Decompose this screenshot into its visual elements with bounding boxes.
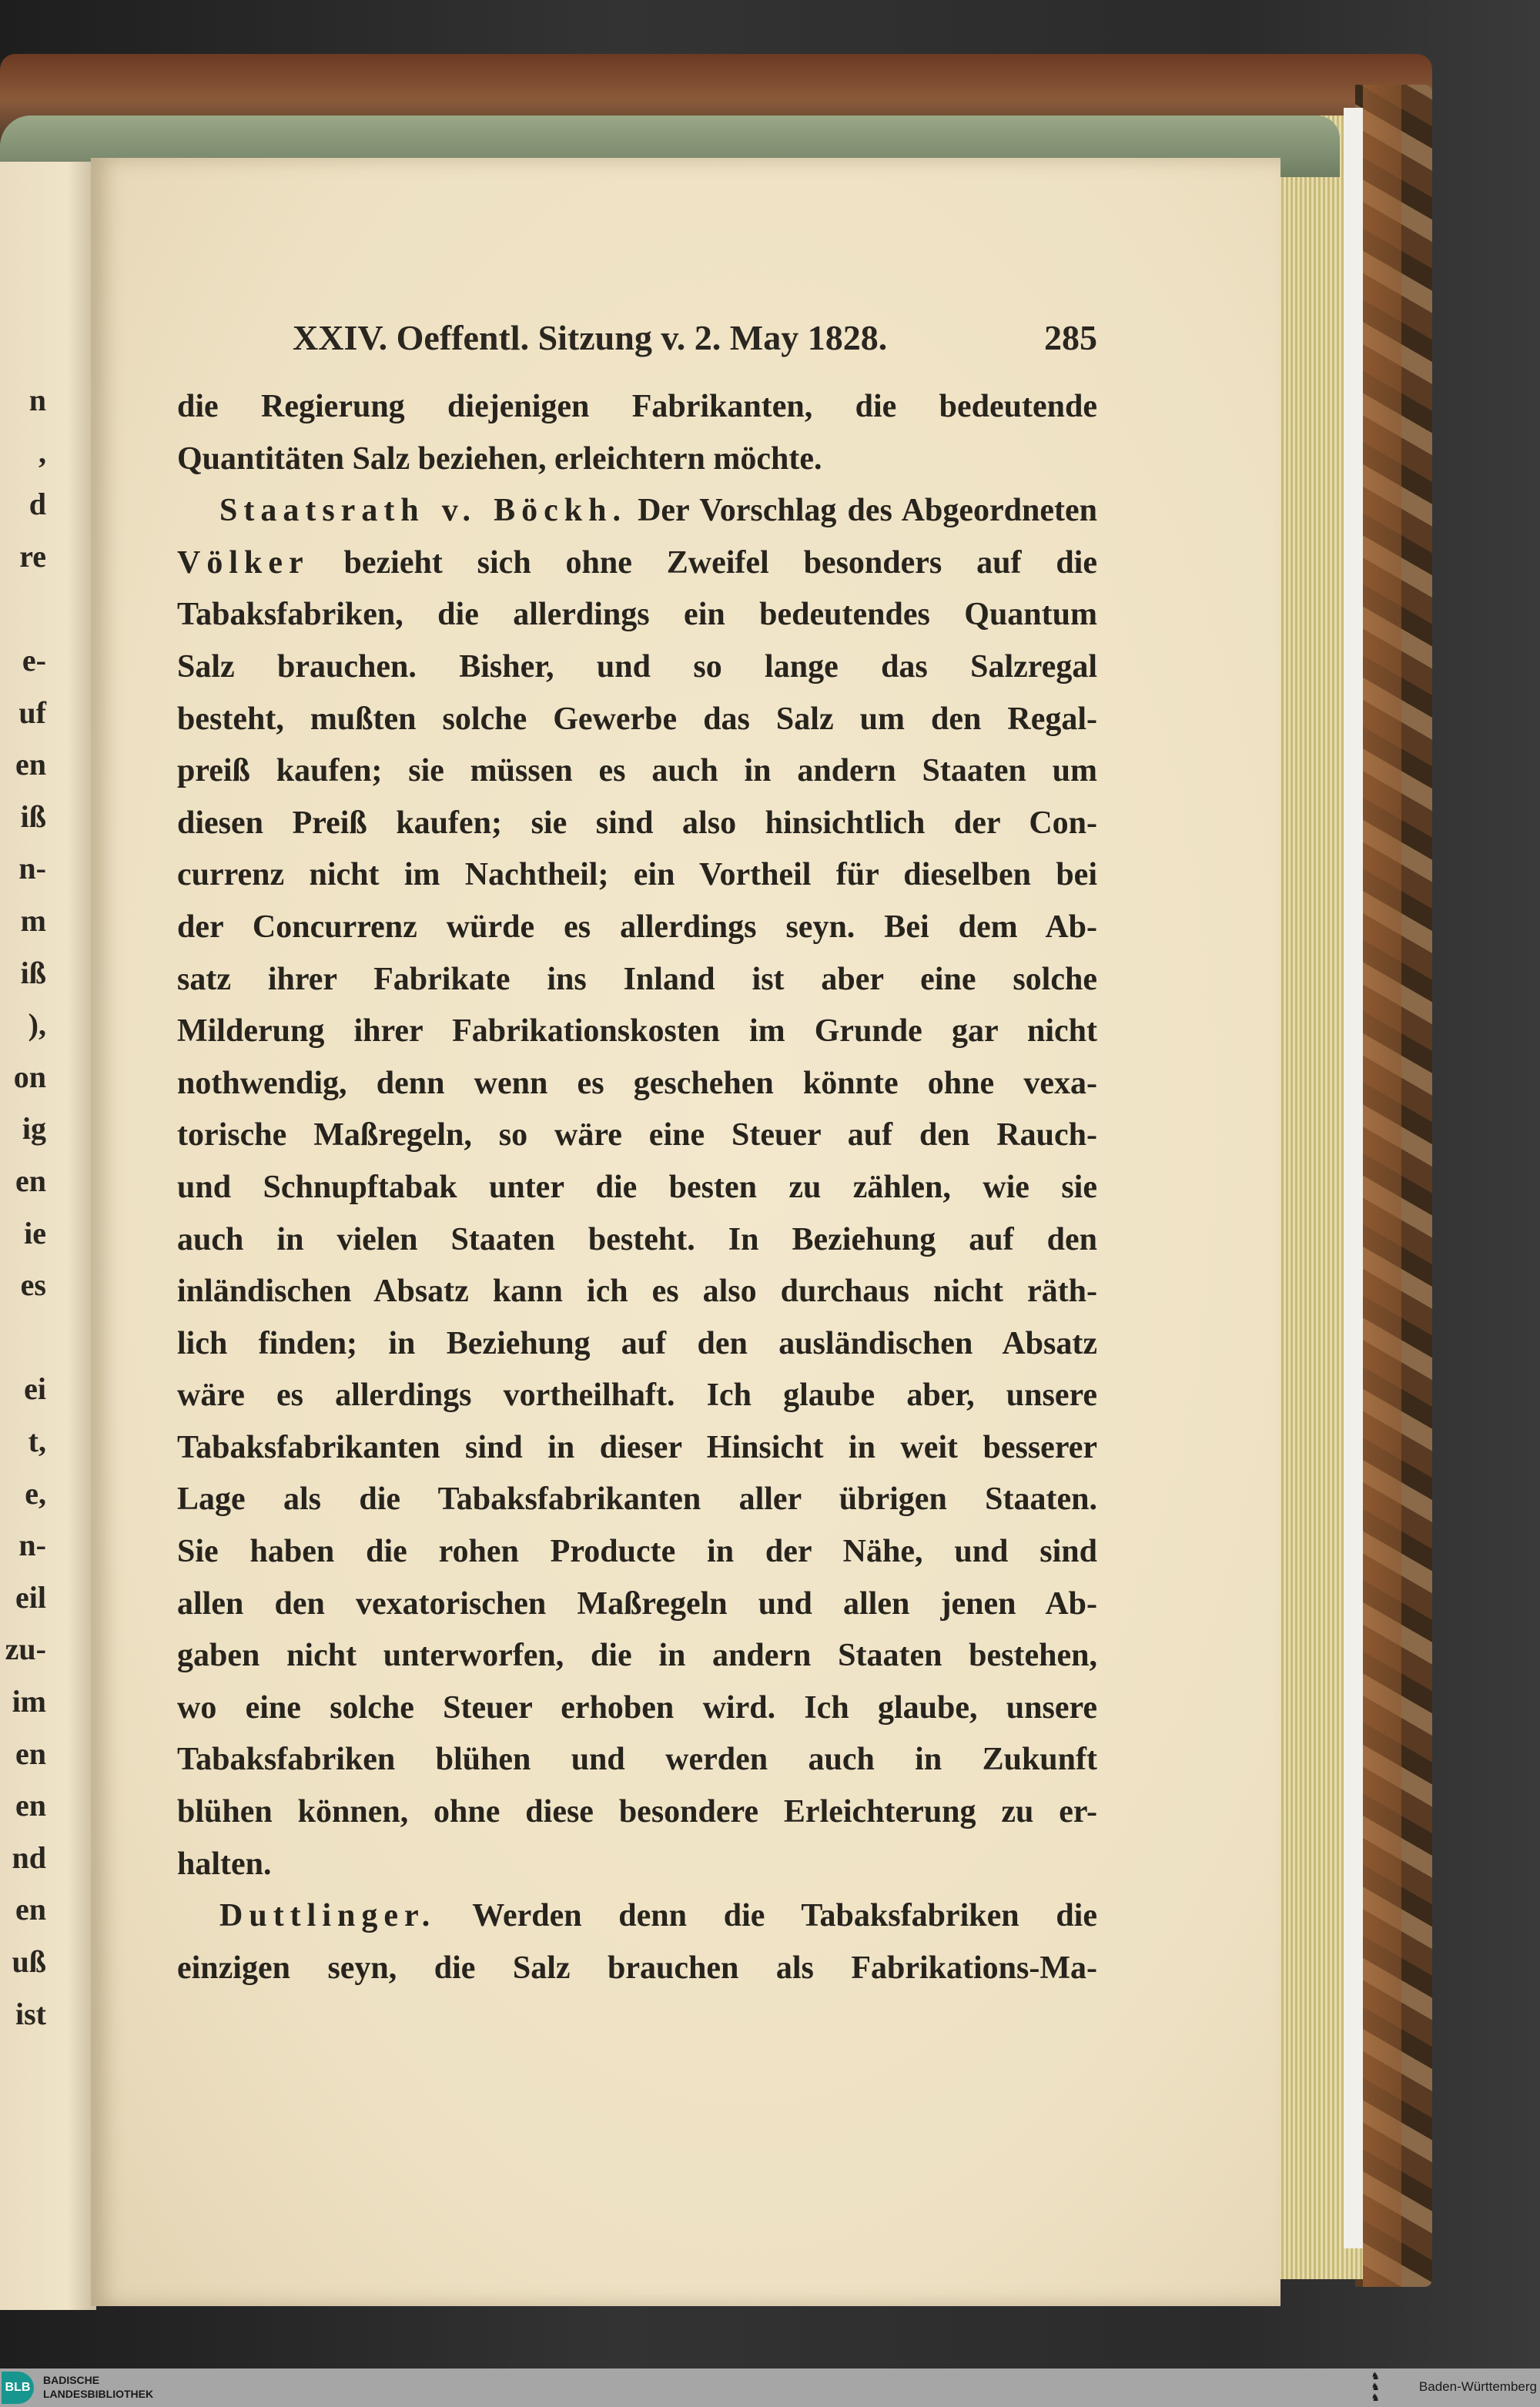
left-page-fragment: uß <box>12 1944 46 1979</box>
state-name[interactable]: Baden-Württemberg <box>1418 2379 1537 2394</box>
line-text: Werden denn die Tabaksfabriken die <box>436 1898 1097 1934</box>
line-text: nothwendig, denn wenn es geschehen könnte ohne vexa- <box>177 1065 1097 1101</box>
library-name <box>43 2373 153 2401</box>
text-line <box>177 853 1097 906</box>
line-text: Lage als die Tabaksfabrikanten aller übrigen Staaten. <box>177 1481 1097 1518</box>
text-line <box>177 1062 1097 1114</box>
line-text: und Schnupftabak unter die besten zu zählen, wie sie <box>177 1169 1097 1205</box>
text-line <box>177 802 1097 854</box>
line-text: wäre es allerdings vortheilhaft. Ich glaube aber, unsere <box>177 1378 1097 1414</box>
left-page-fragment: ei <box>24 1371 46 1407</box>
left-page-fragment: iß <box>20 955 46 990</box>
text-line <box>177 1790 1097 1843</box>
text-line <box>177 593 1097 645</box>
text-line <box>177 1894 1097 1947</box>
blb-logo[interactable] <box>2 2372 34 2404</box>
left-page-fragment: iß <box>20 798 46 834</box>
left-page-fragment: , <box>38 434 46 470</box>
line-text: bezieht sich ohne Zweifel besonders auf die <box>309 544 1097 581</box>
line-text: currenz nicht im Nachtheil; ein Vortheil für dieselben bei <box>177 857 1097 893</box>
line-text: inländischen Absatz kann ich es also durchaus nicht räth- <box>177 1274 1097 1310</box>
text-line <box>177 385 1097 437</box>
text-line <box>177 749 1097 802</box>
running-head-title: XXIV. Oeffentl. Sitzung v. 2. May 1828. <box>293 318 888 357</box>
left-page-fragment: re <box>19 538 46 574</box>
left-page-fragment: m <box>20 903 46 938</box>
left-page-fragment: en <box>15 1736 46 1771</box>
page-number: 285 <box>1044 318 1097 357</box>
running-head <box>177 317 1097 363</box>
text-line <box>177 1009 1097 1062</box>
speaker-name: Völker <box>177 544 310 581</box>
left-page-fragment: n- <box>18 851 46 886</box>
line-text: Der Vorschlag des Abgeordneten <box>626 493 1097 529</box>
text-line <box>177 1374 1097 1426</box>
left-page-fragment: nd <box>12 1840 46 1875</box>
text-line <box>177 645 1097 698</box>
left-page-fragment: ig <box>22 1111 46 1147</box>
page-body-text <box>177 385 1097 1998</box>
line-text: einzigen seyn, die Salz brauchen als Fabrikations-Ma- <box>177 1950 1097 1986</box>
text-line <box>177 1843 1097 1895</box>
footer-bar <box>0 2369 1540 2407</box>
line-text: Sie haben die rohen Producte in der Nähe, und sind <box>177 1534 1097 1570</box>
left-page-fragment: ie <box>24 1215 46 1250</box>
line-text: der Concurrenz würde es allerdings seyn. Bei dem Ab- <box>177 909 1097 945</box>
line-text: Quantitäten Salz beziehen, erleichtern möchte. <box>177 440 822 477</box>
line-text: besteht, mußten solche Gewerbe das Salz um den Regal- <box>177 701 1097 737</box>
text-line <box>177 1738 1097 1790</box>
left-page-fragment: n <box>28 383 46 417</box>
left-page-fragment: ist <box>15 1996 46 2031</box>
left-page-fragment: ), <box>28 1007 46 1043</box>
line-text: blühen können, ohne diese besondere Erleichterung zu er- <box>177 1794 1097 1830</box>
left-page-fragment: n- <box>18 1528 46 1563</box>
text-line <box>177 1530 1097 1582</box>
lion-coat-of-arms-icon: ♞ ♞ ♞ <box>1371 2370 1380 2403</box>
line-text: Tabaksfabrikanten sind in dieser Hinsicht in weit besserer <box>177 1429 1097 1465</box>
text-line <box>177 1947 1097 1999</box>
line-text: gaben nicht unterworfen, die in andern Staaten bestehen, <box>177 1638 1097 1674</box>
left-page-fragment: zu- <box>5 1632 46 1667</box>
text-line <box>177 958 1097 1010</box>
text-line <box>177 437 1097 490</box>
left-page-fragment: e- <box>22 643 46 678</box>
line-text: Tabaksfabriken, die allerdings ein bedeutendes Quantum <box>177 597 1097 633</box>
speaker-name: Staatsrath v. Böckh. <box>219 493 627 529</box>
text-line <box>177 1634 1097 1686</box>
text-line <box>177 1426 1097 1478</box>
left-page-fragment: e, <box>25 1475 46 1511</box>
line-text: satz ihrer Fabrikate ins Inland ist aber eine solche <box>177 961 1097 997</box>
left-page-fragment: t, <box>28 1424 46 1458</box>
library-name-line1: BADISCHE <box>43 2374 100 2386</box>
speaker-name: Duttlinger. <box>219 1898 437 1934</box>
left-page-fragment: es <box>20 1267 46 1303</box>
line-text: lich finden; in Beziehung auf den ausländischen Absatz <box>177 1325 1097 1361</box>
line-text: die Regierung diejenigen Fabrikanten, die bedeutende <box>177 389 1097 424</box>
line-text: halten. <box>177 1846 272 1882</box>
line-text: wo eine solche Steuer erhoben wird. Ich glaube, unsere <box>177 1689 1097 1726</box>
text-line <box>177 1322 1097 1374</box>
line-text: diesen Preiß kaufen; sie sind also hinsichtlich der Con- <box>177 805 1097 841</box>
line-text: Salz brauchen. Bisher, und so lange das Salzregal <box>177 648 1097 685</box>
line-text: Milderung ihrer Fabrikationskosten im Grunde gar nicht <box>177 1013 1097 1050</box>
text-line <box>177 1686 1097 1739</box>
text-line <box>177 1166 1097 1218</box>
book-cover-leather-edge <box>1363 85 1401 2287</box>
line-text: auch in vielen Staaten besteht. In Beziehung auf den <box>177 1221 1097 1257</box>
text-line <box>177 906 1097 958</box>
text-line <box>177 1270 1097 1322</box>
text-line <box>177 1582 1097 1635</box>
left-page-fragment: on <box>13 1059 46 1094</box>
left-page-fragment: eil <box>15 1579 46 1615</box>
text-line <box>177 541 1097 594</box>
left-page-fragment: d <box>28 487 46 522</box>
line-text: preiß kaufen; sie müssen es auch in andern Staaten um <box>177 753 1097 789</box>
text-line <box>177 1218 1097 1270</box>
library-name-line2: LANDESBIBLIOTHEK <box>43 2388 154 2400</box>
left-page-fragment: uf <box>18 695 46 730</box>
line-text: torische Maßregeln, so wäre eine Steuer auf den Rauch- <box>177 1117 1097 1153</box>
left-page-fragment: en <box>15 1163 46 1198</box>
text-line <box>177 698 1097 750</box>
text-line <box>177 489 1097 541</box>
left-page-fragment: en <box>15 1892 46 1927</box>
page-edge-highlight <box>1344 108 1363 2248</box>
text-line <box>177 1478 1097 1530</box>
blb-logo-text: BLB <box>5 2381 31 2394</box>
line-text: Tabaksfabriken blühen und werden auch in Zukunft <box>177 1742 1097 1778</box>
left-page-fragment: en <box>15 747 46 782</box>
left-page-fragment: im <box>12 1684 46 1719</box>
line-text: allen den vexatorischen Maßregeln und allen jenen Ab- <box>177 1585 1097 1622</box>
left-page-fragment: en <box>15 1788 46 1823</box>
text-line <box>177 1113 1097 1166</box>
